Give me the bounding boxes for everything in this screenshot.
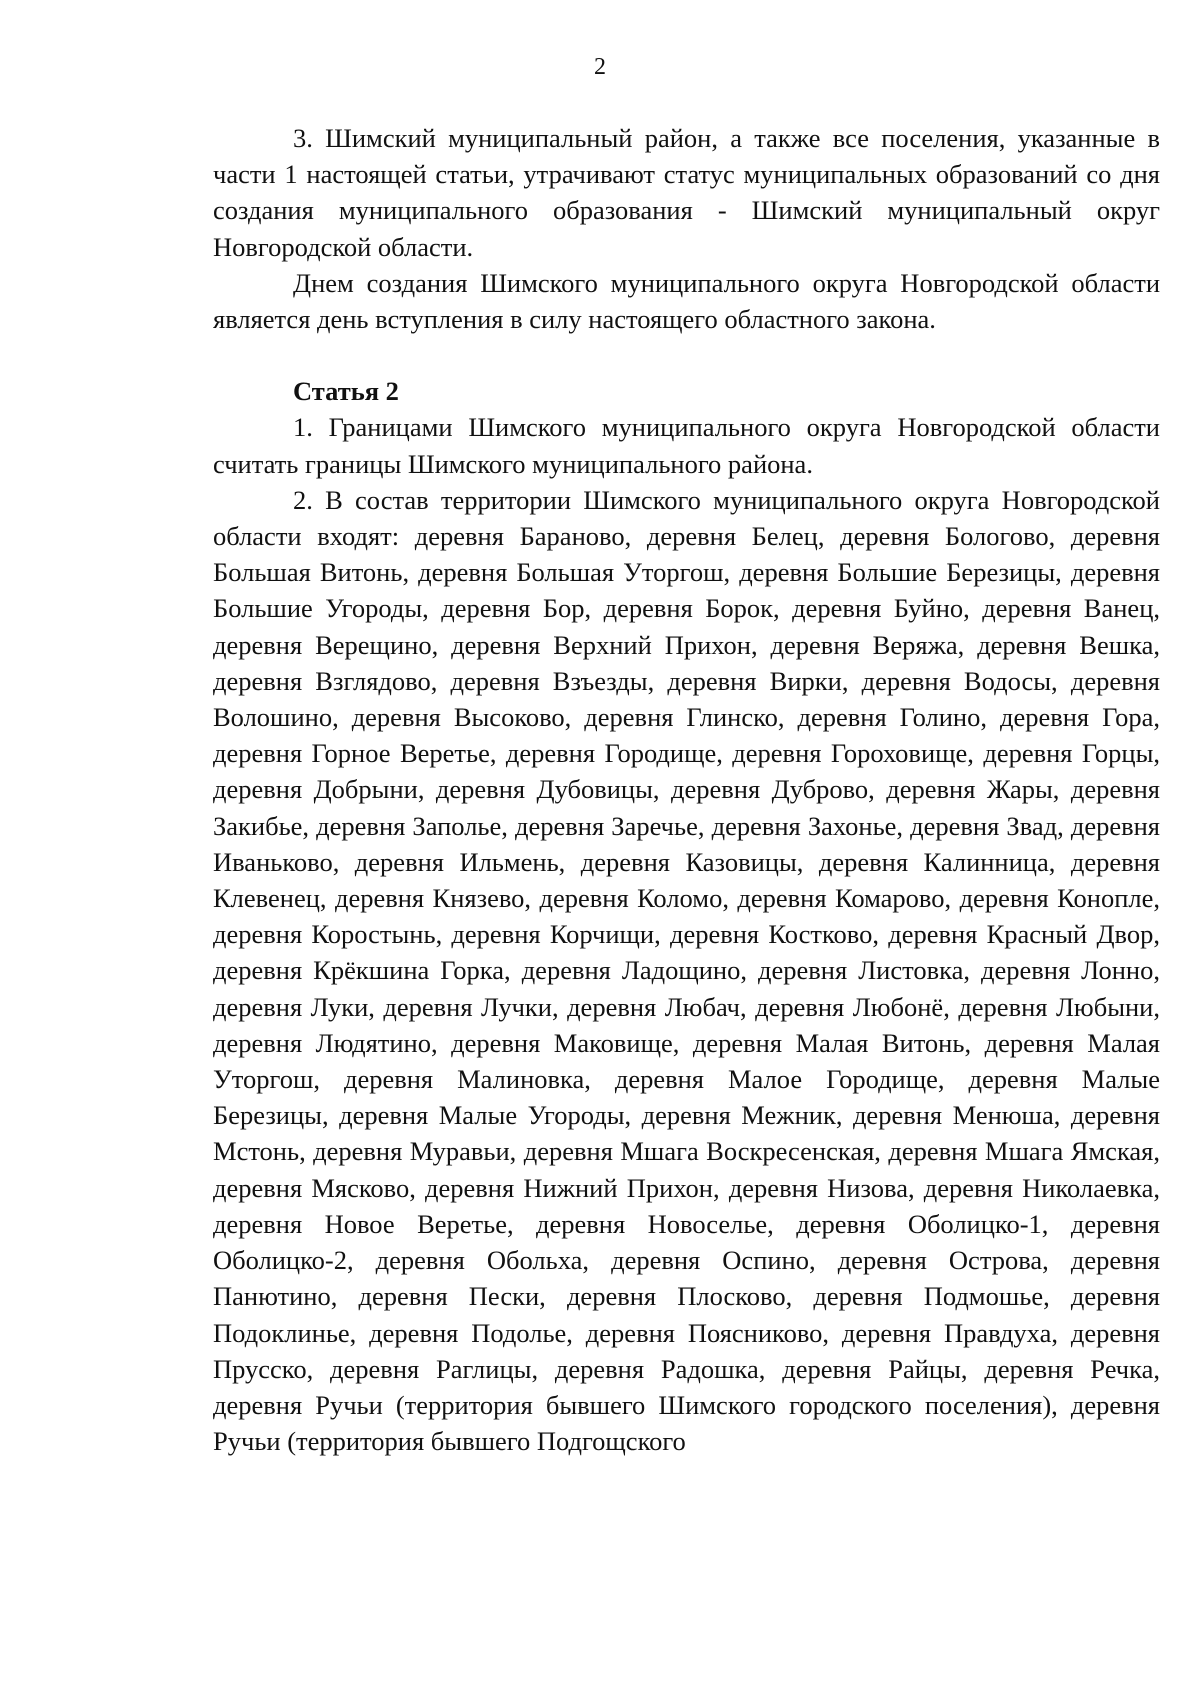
- page-number: 2: [594, 54, 606, 80]
- paragraph-article1-part3: 3. Шимский муниципальный район, а также все поселения, указанные в части 1 настоящей статьи, утрачивают статус муниципальных образований со дня создания муниципального образования - Шимский муниципальный округ Новгородской области.: [213, 123, 1160, 262]
- paragraph-article2-part1: 1. Границами Шимского муниципального округа Новгородской области считать границы Шимского муниципального района.: [213, 412, 1160, 479]
- paragraph-article2-part2: 2. В состав территории Шимского муниципального округа Новгородской области входят: деревня Бараново, деревня Белец, деревня Бологово, деревня Большая Витонь, деревня Большая Уторгош, деревня Большие Березицы, деревня Большие Угороды, деревня Бор, деревня Борок, деревня Буйно, деревня Ванец, деревня Верещино, деревня Верхний Прихон, деревня Веряжа, деревня Вешка, деревня Взглядово, деревня Взъезды, деревня Вирки, деревня Водосы, деревня Волошино, деревня Высоково, деревня Глинско, деревня Голино, деревня Гора, деревня Горное Веретье, деревня Городище, деревня Гороховище, деревня Горцы, деревня Добрыни, деревня Дубовицы, деревня Дуброво, деревня Жары, деревня Закибье, деревня Заполье, деревня Заречье, деревня Захонье, деревня Звад, деревня Иваньково, деревня Ильмень, деревня Казовицы, деревня Калинница, деревня Клевенец, деревня Князево, деревня Коломо, деревня Комарово, деревня Конопле, деревня Коростынь, деревня Корчищи, деревня Костково, деревня Красный Двор, деревня Крёкшина Горка, деревня Ладощино, деревня Листовка, деревня Лонно, деревня Луки, деревня Лучки, деревня Любач, деревня Любонё, деревня Любыни, деревня Людятино, деревня Маковище, деревня Малая Витонь, деревня Малая Уторгош, деревня Малиновка, деревня Малое Городище, деревня Малые Березицы, деревня Малые Угороды, деревня Межник, деревня Менюша, деревня Мстонь, деревня Муравьи, деревня Мшага Воскресенская, деревня Мшага Ямская, деревня Мясково, деревня Нижний Прихон, деревня Низова, деревня Николаевка, деревня Новое Веретье, деревня Новоселье, деревня Оболицко-1, деревня Оболицко-2, деревня Обольха, деревня Оспино, деревня Острова, деревня Панютино, деревня Пески, деревня Плосково, деревня Подмошье, деревня Подоклинье, деревня Подолье, деревня Поясниково, деревня Правдуха, деревня Прусско, деревня Раглицы, деревня Радошка, деревня Райцы, деревня Речка, деревня Ручьи (территория бывшего Шимского городского поселения), деревня Ручьи (территория бывшего Подгощского: [213, 484, 1160, 1457]
- document-body: [213, 120, 1160, 1459]
- article-2-heading: Статья 2: [293, 376, 399, 407]
- paragraph-creation-day: Днем создания Шимского муниципального округа Новгородской области является день вступления в силу настоящего областного закона.: [213, 267, 1160, 335]
- section-spacer: [213, 337, 1160, 373]
